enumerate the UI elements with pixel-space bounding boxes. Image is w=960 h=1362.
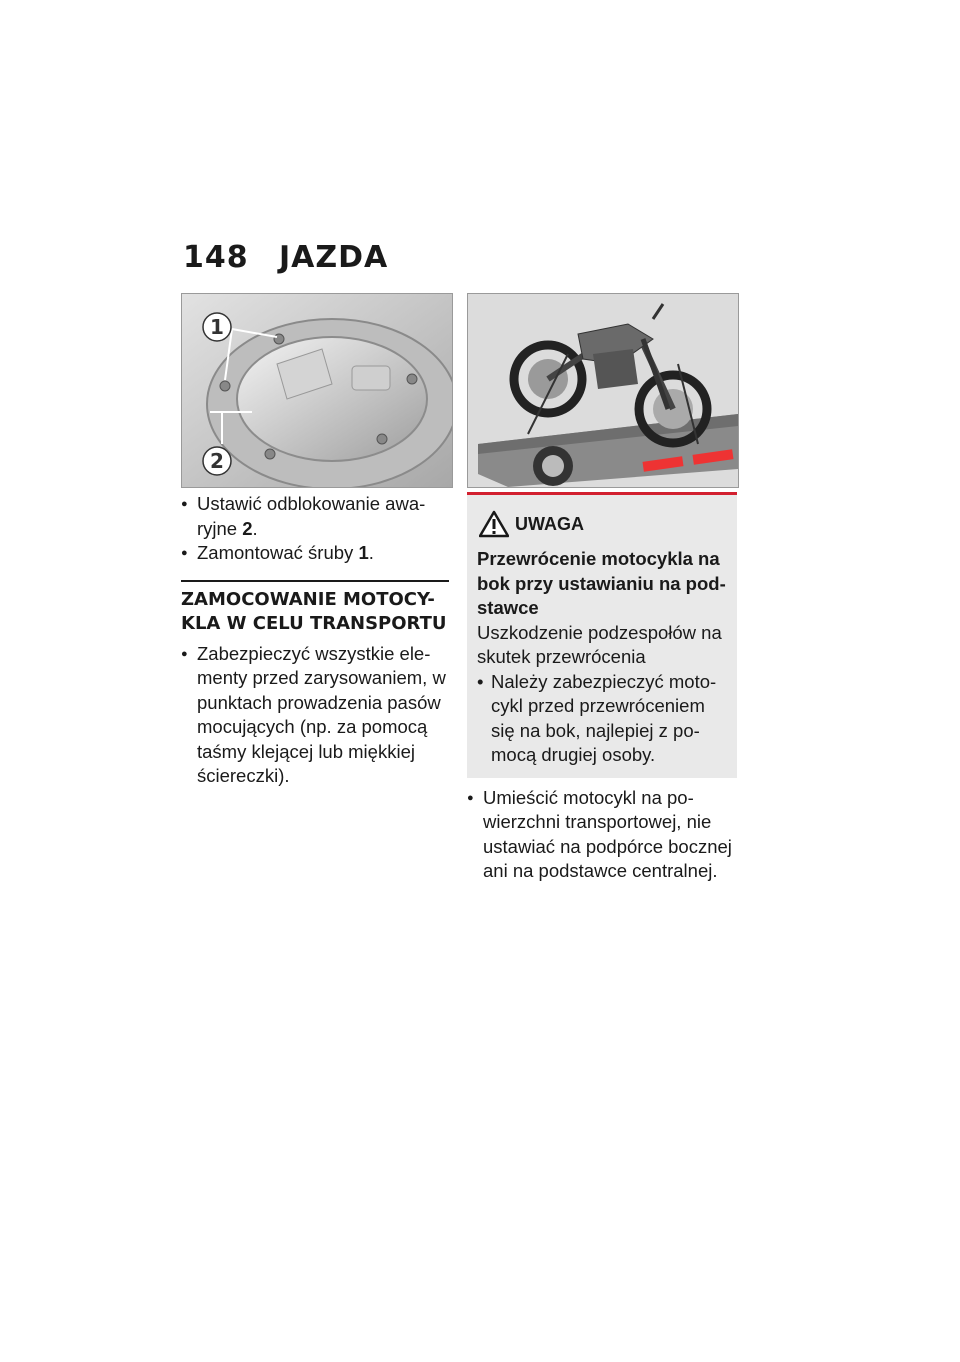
- left-column: [181, 492, 449, 789]
- warning-triangle-icon: [479, 510, 509, 538]
- fuel-cap-illustration: [182, 294, 452, 487]
- motorcycle-trailer-figure: [467, 293, 739, 488]
- step-screws: [181, 541, 449, 566]
- warning-dash-item: • Należy zabezpieczyć moto-cykl przed przewróceniem się na bok, najlepiej z po-mocą drugiej osoby.: [477, 670, 727, 768]
- warning-heading: Przewrócenie motocykla na bok przy ustawianiu na pod-stawce: [477, 548, 726, 618]
- step-text: Zamontować śruby: [197, 542, 359, 563]
- callout-1-label: 1: [210, 315, 224, 339]
- warning-label: UWAGA: [515, 513, 584, 534]
- callout-2-label: 2: [210, 449, 224, 473]
- step-text: Ustawić odblokowanie awa-ryjne: [197, 493, 426, 539]
- step-unlock: [181, 492, 449, 541]
- page-header: [183, 240, 388, 275]
- placement-bullet: ● Umieścić motocykl na po-wierzchni transportowej, nie ustawiać na podpórce bocznej ani na podstawce centralnej.: [467, 786, 737, 884]
- section-bullet: ● Zabezpieczyć wszystkie ele-menty przed zarysowaniem, w punktach prowadzenia pasów mocujących (np. za pomocą taśmy klejącej lub miękkiej ściereczki).: [181, 642, 449, 789]
- fuel-cap-figure: [181, 293, 453, 488]
- warning-body: Uszkodzenie podzespołów na skutek przewrócenia: [477, 621, 722, 667]
- chapter-title: JAZDA: [279, 240, 389, 275]
- page-number: 148: [183, 240, 249, 275]
- section-title: ZAMOCOWANIE MOTOCY-KLA W CELU TRANSPORTU: [181, 580, 449, 636]
- motorcycle-trailer-illustration: [468, 294, 738, 487]
- step-tail: .: [368, 542, 374, 563]
- step-ref: 1: [358, 542, 369, 563]
- warning-box: [467, 492, 737, 778]
- warning-title-row: [477, 507, 727, 541]
- step-ref: 2: [242, 517, 253, 539]
- right-column: [467, 492, 737, 884]
- step-tail: .: [252, 517, 258, 539]
